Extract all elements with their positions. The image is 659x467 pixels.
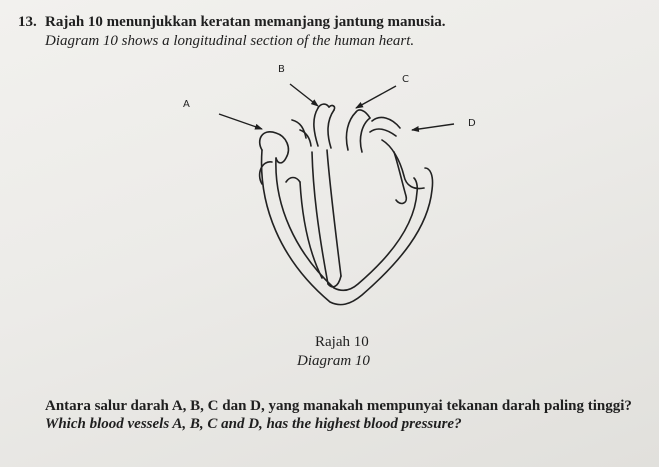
label-a: A	[183, 99, 190, 110]
heart-outline	[260, 104, 433, 305]
label-d: D	[468, 118, 476, 129]
diagram-caption-malay: Rajah 10	[315, 334, 369, 350]
question-stem-english: Diagram 10 shows a longitudinal section of the human heart.	[45, 33, 415, 49]
label-c: C	[402, 74, 409, 85]
question-prompt-english: Which blood vessels A, B, C and D, has the highest blood pressure?	[45, 416, 462, 432]
label-pointers	[219, 84, 454, 130]
label-b: B	[278, 64, 285, 75]
diagram-caption-english: Diagram 10	[297, 353, 370, 369]
question-prompt-malay: Antara salur darah A, B, C dan D, yang manakah mempunyai tekanan darah paling tinggi?	[45, 398, 632, 414]
question-stem-malay: Rajah 10 menunjukkan keratan memanjang jantung manusia.	[45, 14, 446, 30]
question-number: 13.	[18, 14, 37, 30]
